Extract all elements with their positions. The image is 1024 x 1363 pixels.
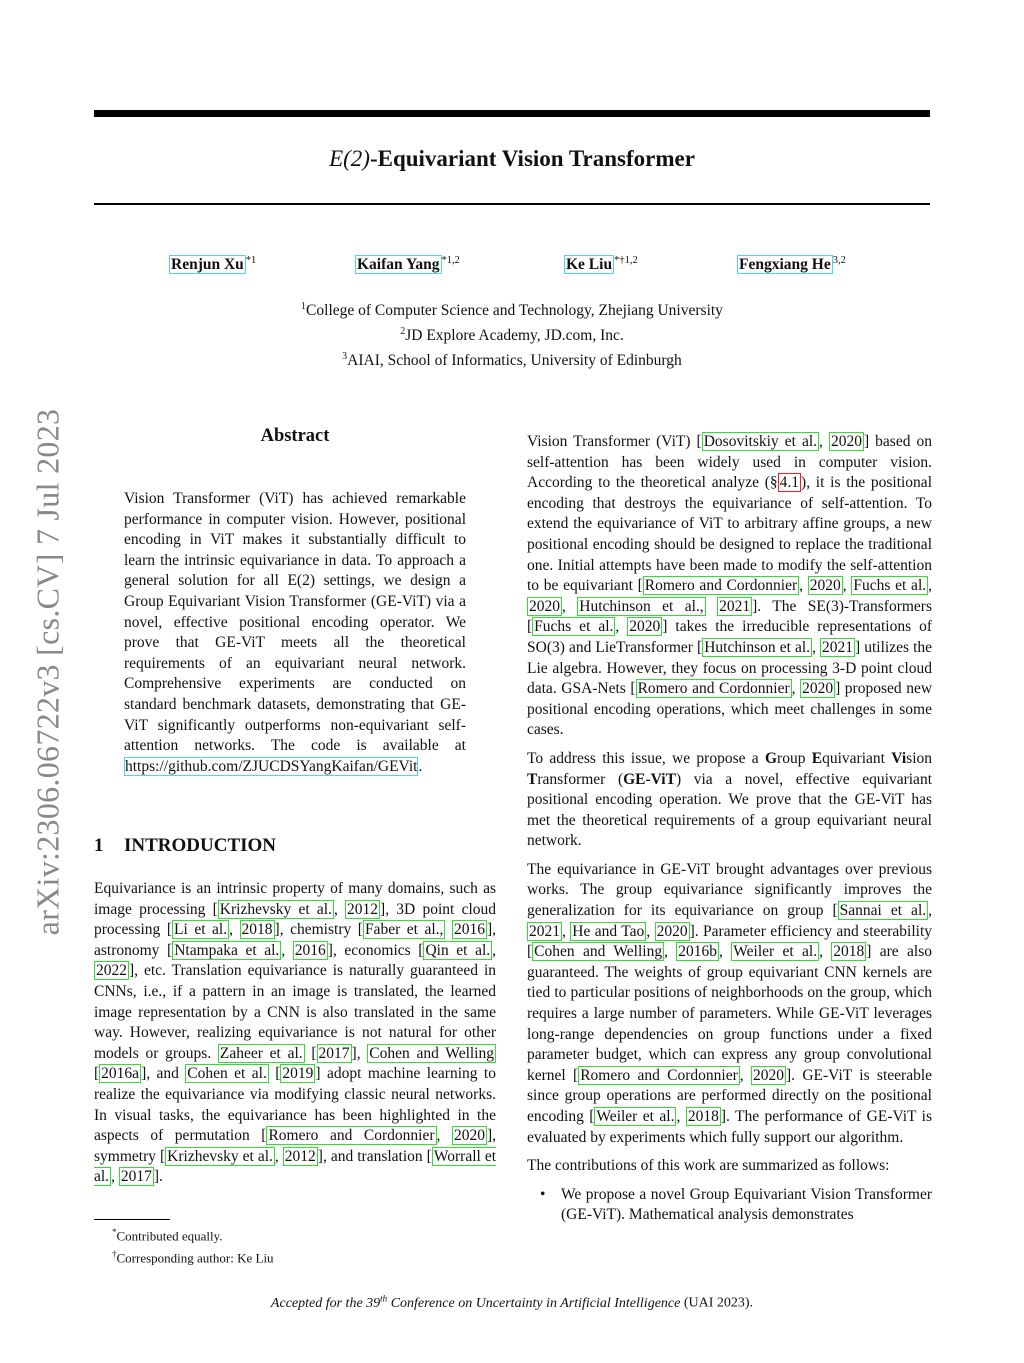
citation-link[interactable]: 2016a [101, 1065, 140, 1083]
citation-link[interactable]: Fuchs et al. [853, 577, 927, 595]
citation-link[interactable]: 2018 [833, 943, 865, 961]
citation-link[interactable]: Weiler et al. [733, 943, 818, 961]
author-link[interactable]: Kaifan Yang [357, 256, 440, 274]
citation-link[interactable]: Romero and Cordonnier [268, 1127, 435, 1145]
contribution-bullet: • We propose a novel Group Equivariant Vision Transformer (GE-ViT). Mathematical analysis demonstrates [540, 1185, 932, 1224]
arxiv-identifier: arXiv:2306.06722v3 [cs.CV] 7 Jul 2023 [29, 408, 66, 936]
citation-link[interactable]: Krizhevsky et al. [167, 1147, 273, 1165]
citation-link[interactable]: 2016b [678, 943, 718, 961]
citation-link[interactable]: 2022 [96, 962, 127, 980]
citation-link[interactable]: Faber et al., [364, 921, 444, 939]
footnote: *Contributed equally. [112, 1227, 223, 1244]
author [564, 255, 638, 274]
citation-link[interactable]: 2018 [241, 921, 273, 939]
left-column-text [94, 879, 496, 1196]
section-title: INTRODUCTION [124, 835, 277, 856]
citation-link[interactable]: 2020 [753, 1066, 784, 1084]
venue-footer: Accepted for the 39th Conference on Uncertainty in Artificial Intelligence (UAI 2023). [270, 1293, 754, 1311]
right-column-text [527, 432, 932, 1226]
citation-link[interactable]: 2020 [656, 922, 688, 940]
author-link[interactable]: Fengxiang He [739, 256, 831, 274]
citation-link[interactable]: 2016 [294, 941, 326, 959]
citation-link[interactable]: Dosovitskiy et al. [703, 433, 818, 450]
footnote: †Corresponding author: Ke Liu [112, 1249, 274, 1266]
paper-title [94, 144, 930, 174]
body-paragraph: Vision Transformer (ViT) [ Dosovitskiy et al. , 2020 ] based on self-attention has been widely used in computer vision. According to the theoretical analyze (§ 4.1 ), it is the positional encoding that destroys the equivariance of self-attention. To extend the equivariance of ViT to arbitrary affine groups, a new positional encoding should be designed to replace the traditional one. Initial attempts have been made to modify the self-attention to be equivariant [ Romero and Cordonnier , 2020 , Fuchs et al. , 2020 , Hutchinson et al., 2021 ]. The SE(3)-Transformers [ Fuchs et al. , 2020 ] takes the irreducible representations of SO(3) and LieTransformer [ Hutchinson et al. , 2021 ] utilizes the Lie algebra. However, they focus on processing 3-D point cloud data. GSA-Nets [ Romero and Cordonnier , 2020 ] proposed new positional encoding operations, which meet challenges in some cases. [527, 433, 933, 739]
title-top-rule [94, 110, 930, 117]
affiliation: $^1$College of Computer Science and Technology, Zhejiang University [301, 301, 723, 320]
author-list [0, 255, 1024, 279]
citation-link[interactable]: Krizhevsky et al. [219, 900, 332, 918]
citation-link[interactable]: 2020 [802, 680, 834, 698]
title-text: -Equivariant Vision Transformer [369, 146, 695, 171]
citation-link[interactable]: 2017 [120, 1168, 152, 1186]
citation-link[interactable]: 2012 [347, 900, 379, 918]
title-math: E(2) [329, 146, 370, 171]
author [355, 255, 460, 274]
citation-link[interactable]: 2020 [830, 433, 862, 450]
citation-link[interactable]: Romero and Cordonnier [644, 577, 798, 595]
author [169, 255, 256, 274]
author-link[interactable]: Renjun Xu [171, 256, 244, 274]
affiliations [94, 296, 930, 371]
code-url-link[interactable]: https://github.com/ZJUCDSYangKaifan/GEVit [125, 757, 418, 775]
citation-link[interactable]: Hutchinson et al., [579, 597, 704, 615]
citation-link[interactable]: Romero and Cordonnier [580, 1066, 738, 1084]
citation-link[interactable]: Romero and Cordonnier [637, 680, 790, 698]
footnote-rule [94, 1219, 170, 1220]
author-marks: *1,2 [441, 255, 460, 266]
citation-link[interactable]: Li et al. [174, 921, 228, 939]
citation-link[interactable]: 2021 [822, 638, 854, 656]
section-reference-link[interactable]: 4.1 [779, 474, 800, 492]
citation-link[interactable]: 2021 [719, 597, 751, 615]
body-paragraph: To address this issue, we propose a Group Equivariant Vision Transformer (GE-ViT) via a novel, effective equivariant positional encoding operation. We prove that the GE-ViT has met the theoretical requirements of a group equivariant neural network. [527, 749, 933, 850]
citation-link[interactable]: Ntampaka et al. [174, 941, 280, 959]
body-paragraph: The equivariance in GE-ViT brought advantages over previous works. The group equivariance significantly improves the generalization for its equivariance on group [ Sannai et al. , 2021 , He and Tao , 2020 ]. Parameter efficiency and steerability [ Cohen and Welling , 2016b , Weiler et al. , 2018 ] are also guaranteed. The weights of group equivariant CNN kernels are tied to particular positions of neighborhoods on the group, which requires a large number of parameters. While GE-ViT leverages long-range dependencies on group functions under a fixed parameter budget, which can express any group convolutional kernel [ Romero and Cordonnier , 2020 ]. GE-ViT is steerable since group operations are performed directly on the positional encoding [ Weiler et al. , 2018 ]. The performance of GE-ViT is evaluated by experiments which fully support our algorithm. [527, 860, 933, 1146]
abstract-body: Vision Transformer (ViT) has achieved remarkable performance in computer vision. However, positional encoding in ViT makes it substantially difficult to learn the intrinsic equivariance in data. To approach a general solution for all E(2) settings, we design a Group Equivariant Vision Transformer (GE-ViT) via a novel, effective positional encoding operator. We prove that GE-ViT meets all the theoretical requirements of an equivariant neural network. Comprehensive experiments are conducted on standard benchmark datasets, demonstrating that GE-ViT significantly outperforms non-equivariant self-attention networks. The code is available at https://github.com/ZJUCDSYangKaifan/GEVit. [124, 490, 466, 775]
footnotes [112, 1223, 274, 1268]
citation-link[interactable]: 2018 [687, 1108, 719, 1125]
citation-link[interactable]: Sannai et al. [839, 902, 927, 920]
citation-link[interactable]: Cohen et al. [187, 1065, 267, 1083]
citation-link[interactable]: He and Tao [572, 922, 645, 940]
citation-link[interactable]: Worrall et al. [94, 1147, 497, 1186]
citation-link[interactable]: 2012 [284, 1147, 316, 1165]
citation-link[interactable]: 2019 [282, 1065, 314, 1083]
intro-paragraph: Equivariance is an intrinsic property of many domains, such as image processing [ Krizhevsky et al. , 2012 ], 3D point cloud processing [ Li et al. , 2018 ], chemistry [ Faber et al., 2016 ], astronomy [ Ntampaka et al. , 2016 ], economics [ Qin et al. , 2022 ], etc. Translation equivariance is naturally guaranteed in CNNs, i.e., if a pattern in an image is translated, the learned image representation by a CNN is also translated in the same way. However, realizing equivariance is not natural for other models or groups. Zaheer et al. [ 2017 ], Cohen and Welling [ 2016a ], and Cohen et al. [ 2019 ] adopt machine learning to realize the equivariance via modifying classic neural networks. In visual tasks, the equivariance has been highlighted in the aspects of permutation [ Romero and Cordonnier , 2020 ], symmetry [ Krizhevsky et al. , 2012 ], and translation [ Worrall et al. , 2017 ]. [94, 880, 497, 1186]
author-link[interactable]: Ke Liu [566, 256, 613, 274]
abstract-heading: Abstract [260, 426, 330, 446]
body-paragraph: The contributions of this work are summarized as follows: [527, 1157, 890, 1175]
citation-link[interactable]: Cohen and Welling [369, 1044, 494, 1062]
citation-link[interactable]: 2020 [629, 618, 661, 636]
citation-link[interactable]: 2016 [453, 921, 485, 939]
author-marks: *†1,2 [614, 255, 638, 266]
citation-link[interactable]: 2020 [809, 577, 841, 595]
citation-link[interactable]: Cohen and Welling [534, 943, 663, 961]
section-number: 1 [94, 835, 104, 856]
abstract-text: Vision Transformer (ViT) has achieved remarkable performance in computer vision. However, positional encoding in ViT makes it substantially difficult to learn the intrinsic equivariance in data. To approach a general solution for all E(2) settings, we design a Group Equivariant Vision Transformer (GE-ViT) via a novel, effective positional encoding operator. We prove that GE-ViT meets all the theoretical requirements of an equivariant neural network. Comprehensive experiments are conducted on standard benchmark datasets, demonstrating that GE-ViT significantly outperforms non-equivariant self-attention networks. The code is available at [124, 490, 466, 755]
citation-link[interactable]: 2020 [453, 1127, 485, 1145]
citation-link[interactable]: 2021 [529, 922, 560, 940]
affiliation: $^3$AIAI, School of Informatics, University of Edinburgh [342, 351, 682, 370]
citation-link[interactable]: Weiler et al. [596, 1108, 675, 1125]
author-marks: *1 [245, 255, 257, 266]
section-heading-introduction [94, 835, 276, 857]
affiliation: $^2$JD Explore Academy, JD.com, Inc. [400, 326, 624, 345]
citation-link[interactable]: 2020 [529, 597, 560, 615]
author-marks: 3,2 [832, 255, 846, 266]
citation-link[interactable]: Hutchinson et al. [704, 638, 811, 656]
bullet-mark: • [540, 1185, 546, 1203]
citation-link[interactable]: Qin et al. [425, 941, 491, 959]
author [737, 255, 846, 274]
citation-link[interactable]: Fuchs et al. [534, 618, 614, 636]
citation-link[interactable]: 2017 [318, 1044, 350, 1062]
citation-link[interactable]: Zaheer et al. [219, 1044, 303, 1062]
title-bottom-rule [94, 203, 930, 205]
